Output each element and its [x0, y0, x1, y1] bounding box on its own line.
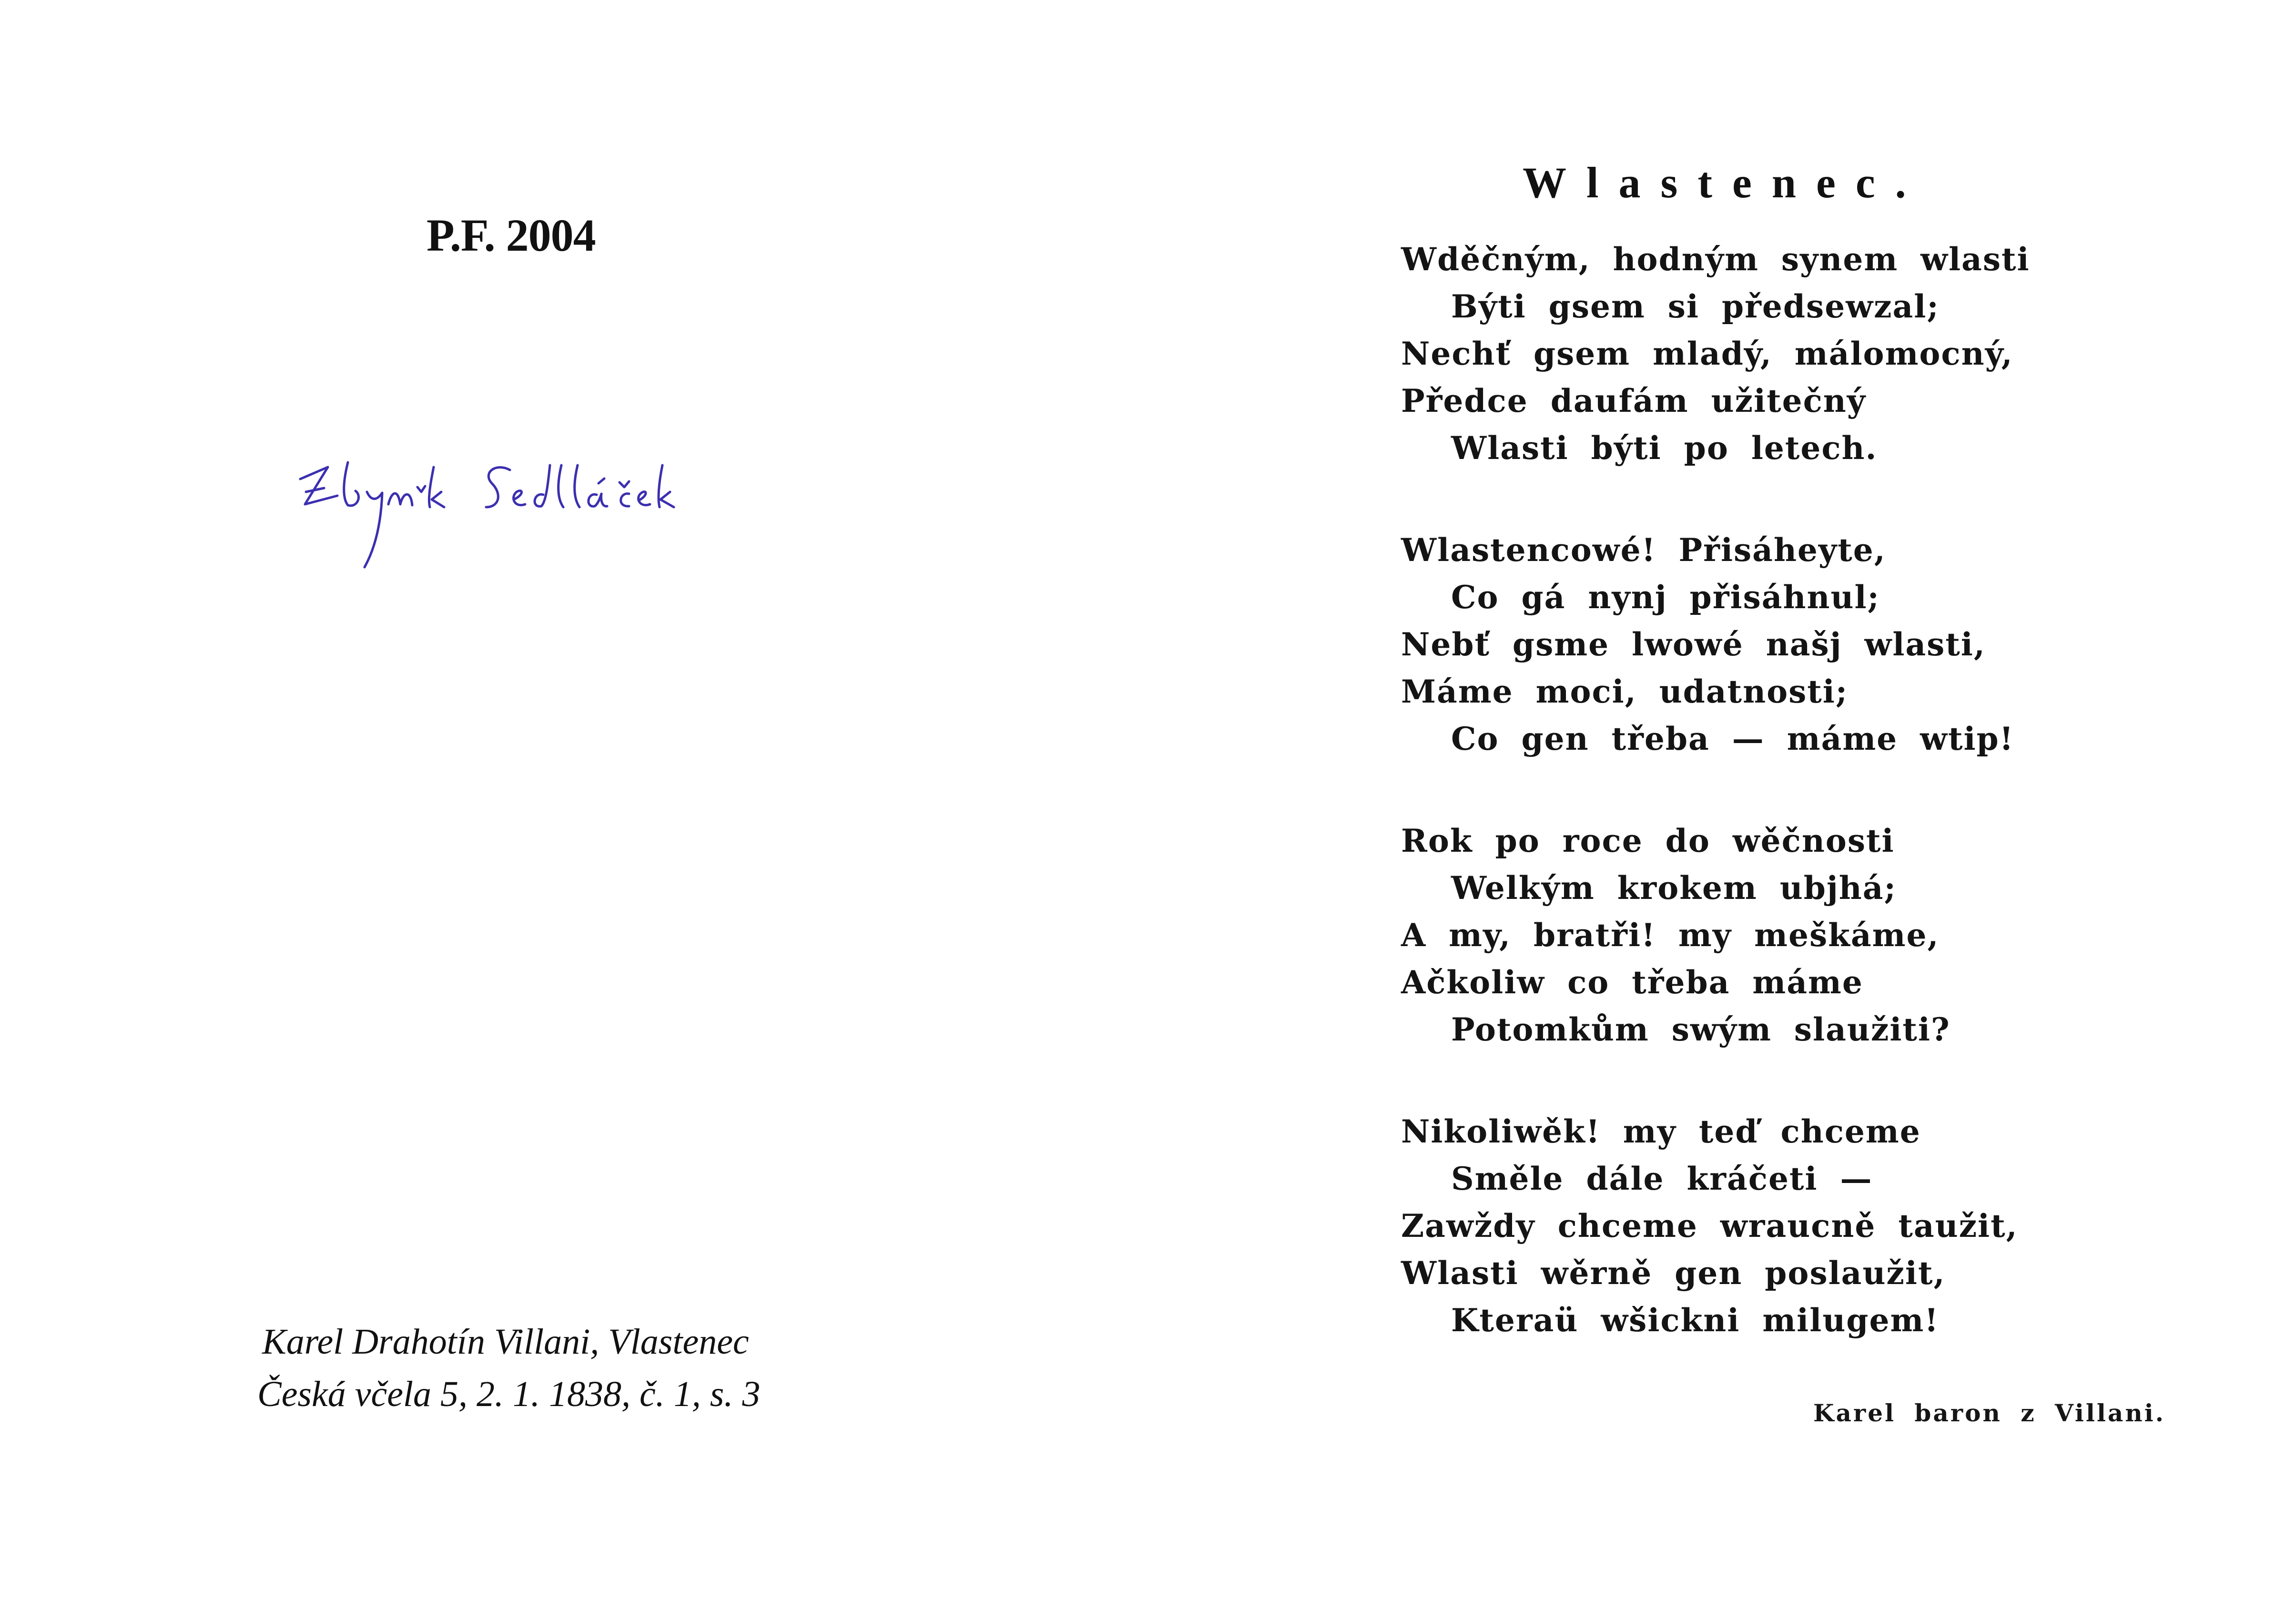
- poem-line: Wlasti býti po letech.: [1451, 429, 1878, 467]
- poem-line: Býti gsem si předsewzal;: [1451, 288, 1940, 325]
- poem-line: Rok po roce do wěčnosti: [1401, 822, 1895, 859]
- poem-line: Směle dále kráčeti —: [1451, 1160, 1873, 1197]
- poem-body: [1401, 236, 2030, 1399]
- source-citation: [257, 1315, 760, 1420]
- poem-title: Wlastenec.: [1523, 158, 1926, 207]
- poem-line: Co gá nynj přisáhnul;: [1451, 579, 1880, 616]
- handwritten-signature: [276, 448, 791, 591]
- poem-stanza: [1401, 236, 2030, 472]
- poem-line: Wlasti wěrně gen poslaužit,: [1401, 1254, 1946, 1292]
- poem-line: A my, bratři! my meškáme,: [1401, 917, 1940, 954]
- poem-author: Karel baron z Villani.: [1813, 1399, 2166, 1427]
- poem-line: Welkým krokem ubjhá;: [1451, 869, 1897, 907]
- citation-line-1: Karel Drahotín Villani, Vlastenec: [262, 1322, 749, 1362]
- poem-stanza: [1401, 1108, 2030, 1344]
- poem-line: Co gen třeba — máme wtip!: [1451, 720, 2014, 757]
- poem-line: Wděčným, hodným synem wlasti: [1401, 241, 2030, 278]
- poem-stanza: [1401, 817, 2030, 1053]
- poem-line: Wlastencowé! Přisáheyte,: [1401, 531, 1886, 569]
- poem-stanza: [1401, 527, 2030, 763]
- poem-line: Zawždy chceme wraucně taužit,: [1401, 1207, 2018, 1244]
- poem-line: Kteraü wšickni milugem!: [1451, 1302, 1940, 1339]
- pf-heading: P.F. 2004: [427, 210, 596, 261]
- poem-line: Ačkoliw co třeba máme: [1401, 964, 1863, 1001]
- poem-line: Nikoliwěk! my teď chceme: [1401, 1113, 1921, 1150]
- poem-line: Potomkům swým slaužiti?: [1451, 1011, 1951, 1048]
- citation-line-2: Česká včela 5, 2. 1. 1838, č. 1, s. 3: [257, 1374, 761, 1414]
- poem-line: Nebť gsme lwowé našj wlasti,: [1401, 626, 1986, 663]
- poem-line: Máme moci, udatnosti;: [1401, 673, 1849, 710]
- poem-line: Předce daufám užitečný: [1401, 382, 1867, 419]
- poem-line: Nechť gsem mladý, málomocný,: [1401, 335, 2013, 372]
